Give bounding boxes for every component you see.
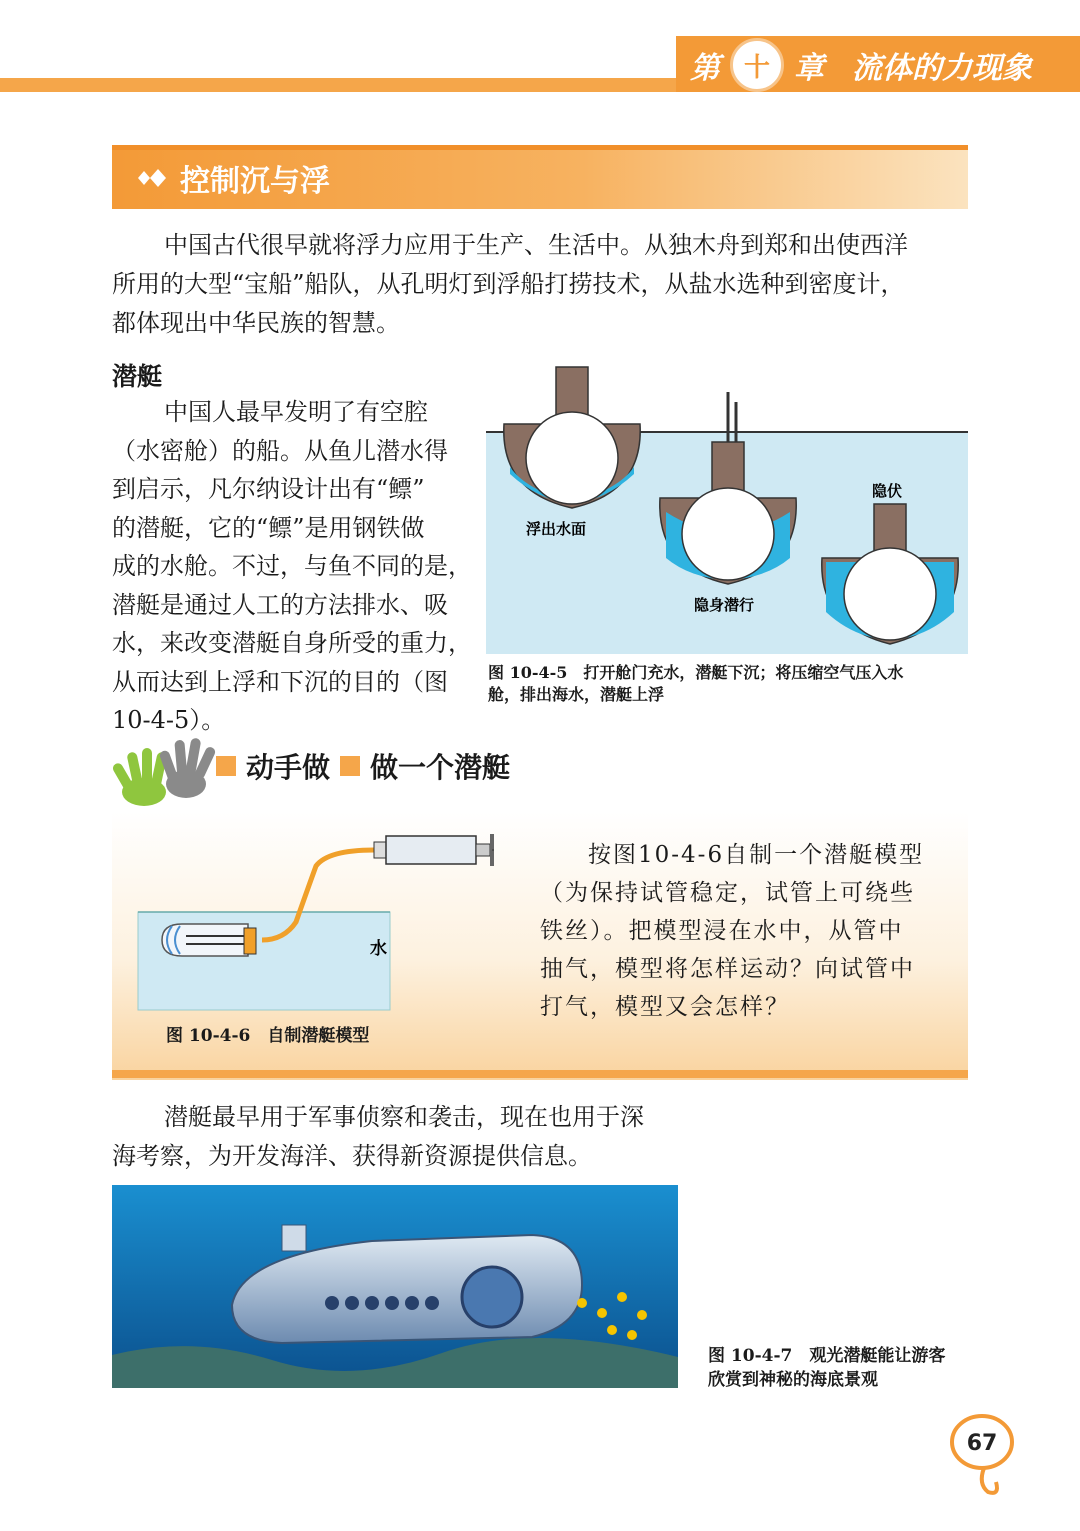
intro-line: 所用的大型“宝船”船队，从孔明灯到浮船打捞技术，从盐水选种到密度计，: [112, 270, 905, 298]
submarine-ballast-diagram: [486, 362, 968, 654]
instruction-line: （为保持试管稳定，试管上可绕些: [540, 880, 915, 906]
section-heading: [130, 156, 330, 200]
figure-caption: 图 10-4-6 自制潜艇模型: [166, 1026, 370, 1046]
diy-submarine-diagram: [112, 826, 532, 1026]
chapter-prefix: 第: [690, 51, 720, 86]
section-title: 控制沉与浮: [180, 164, 330, 199]
figure-caption: [708, 1344, 978, 1392]
activity-title: 做一个潜艇: [370, 751, 511, 784]
chapter-suffix: 章: [794, 51, 824, 86]
body-line: 的潜艇，它的“鳔”是用钢铁做: [112, 513, 425, 542]
activity-heading: [216, 746, 510, 786]
tourist-submarine-photo: [112, 1185, 678, 1388]
body-line: 成的水舱。不过，与鱼不同的是，: [112, 552, 472, 580]
body-line: 潜艇最早用于军事侦察和袭击，现在也用于深: [164, 1103, 644, 1131]
hands-icon: [112, 730, 216, 808]
intro-paragraph: [112, 226, 972, 343]
chapter-number: 十: [743, 52, 770, 83]
body-line: 水，来改变潜艇自身所受的重力，: [112, 629, 472, 657]
body-line: 10-4-5）。: [112, 706, 226, 734]
instruction-line: 按图10-4-6自制一个潜艇模型: [588, 842, 925, 868]
body-line: 到启示，凡尔纳设计出有“鳔”: [112, 475, 425, 503]
test-tube-model: [162, 924, 256, 956]
caption-line: 欣赏到神秘的海底景观: [708, 1370, 878, 1390]
activity-panel-border: [112, 1070, 968, 1078]
square-bullet-icon: [216, 756, 236, 776]
body-line: 海考察，为开发海洋、获得新资源提供信息。: [112, 1142, 592, 1170]
activity-instructions: [540, 836, 940, 1026]
water-label: 水: [370, 939, 387, 959]
submarine-paragraph: [112, 393, 472, 740]
instruction-line: 打气，模型又会怎样？: [540, 994, 790, 1020]
instruction-line: 铁丝）。把模型浸在水中，从管中: [540, 918, 904, 944]
closing-paragraph: [112, 1098, 692, 1176]
label-surface: 浮出水面: [526, 520, 587, 538]
chapter-title: 流体的力现象: [852, 51, 1032, 86]
caption-line: 图 10-4-7 观光潜艇能让游客: [708, 1346, 946, 1366]
square-bullet-icon: [340, 756, 360, 776]
label-stealth-cruise: 隐身潜行: [694, 596, 755, 614]
instruction-line: 抽气，模型将怎样运动？向试管中: [540, 956, 915, 982]
page-number-badge: [948, 1412, 1020, 1504]
caption-line: 舱，排出海水，潜艇上浮: [488, 685, 665, 704]
body-line: 潜艇是通过人工的方法排水、吸: [112, 590, 448, 619]
intro-line: 都体现出中华民族的智慧。: [112, 309, 400, 337]
subsection-title: 潜艇: [112, 362, 163, 391]
body-line: 从而达到上浮和下沉的目的（图: [112, 667, 448, 696]
body-line: 中国人最早发明了有空腔: [164, 398, 428, 426]
activity-tag: 动手做: [246, 751, 331, 784]
chapter-heading: [690, 40, 1032, 90]
label-hidden: 隐伏: [872, 482, 903, 500]
body-line: （水密舱）的船。从鱼儿潜水得: [112, 436, 448, 465]
syringe: [374, 834, 494, 866]
chapter-number-badge: [730, 38, 784, 92]
figure-caption: [488, 662, 970, 706]
page-number: 67: [966, 1431, 998, 1456]
diamond-bullet-icon: [130, 166, 170, 190]
intro-line: 中国古代很早就将浮力应用于生产、生活中。从独木舟到郑和出使西洋: [164, 231, 908, 259]
caption-line: 图 10-4-5 打开舱门充水，潜艇下沉；将压缩空气压入水: [488, 663, 904, 682]
